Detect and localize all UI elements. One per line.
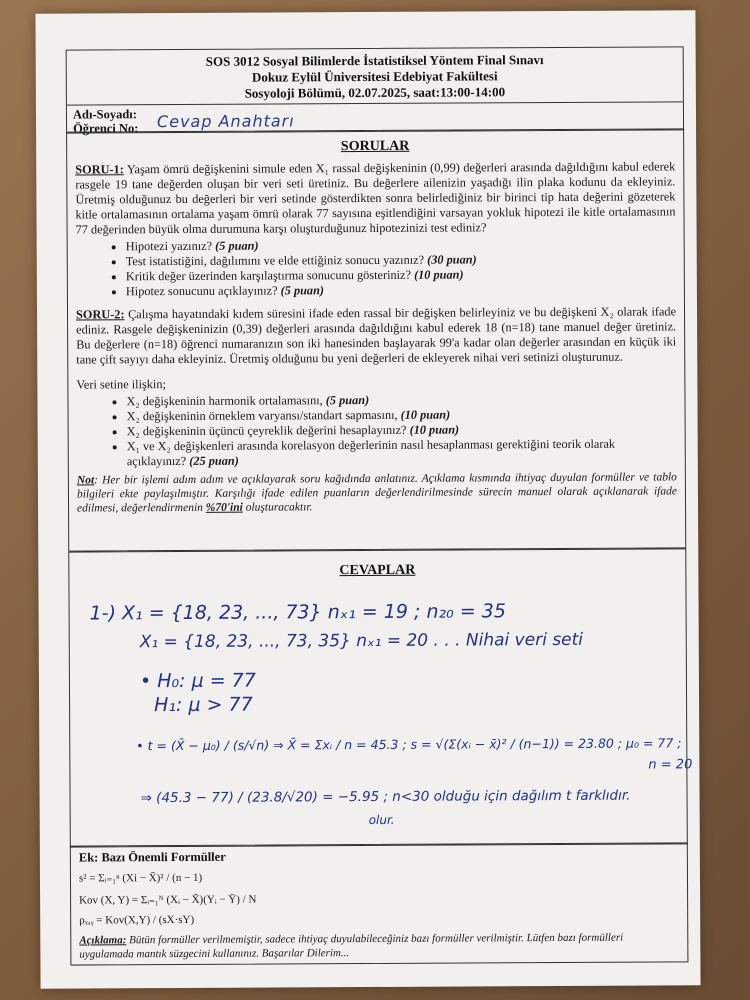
question-2-item: [127, 436, 677, 469]
exam-title-line3: Sosyoloji Bölümü, 02.07.2025, saat:13:00-14:00: [244, 84, 506, 101]
question-2-text: [76, 304, 676, 367]
formulas-note: [79, 930, 679, 961]
exam-header: [66, 46, 684, 136]
answer-line-result-end: olur.: [368, 812, 395, 828]
formula-covariance: Kov (X, Y) = Σᵢ₌₁ᴺ (Xᵢ − X̄)(Yᵢ − Ȳ) / N: [79, 893, 257, 907]
note-end: oluşturacaktır.: [242, 501, 313, 514]
question-2-items: [76, 391, 676, 469]
questions-title: SORULAR: [340, 138, 410, 155]
question-2-body: Çalışma hayatındaki kıdem süresini ifade eden rassal bir değişken belirleyiniz ve bu değişkeni X₂ olarak ifade ediniz. Rasgele değişkeninizin (0,39) değerleri arasında dağıldığını kabul ederek 18 (n=18) tane manuel değer üretiniz. Bu değerlere (n=18) öğrenci numaranızın son iki hanesinden başlayarak 99'a kadar olan değerler arasından en küçük iki tane çift sayıyı daha ekleyiniz. Üretmiş olduğunu bu yeni değerleri de ekleyerek nihai veri setinizi oluşturunuz.: [76, 304, 677, 367]
question-1-item-text: Hipotezi yazınız?: [125, 238, 213, 254]
question-2-item-points: (10 puan): [409, 422, 460, 437]
exam-title-line1: SOS 3012 Sosyal Bilimlerde İstatistiksel Yöntem Final Sınavı: [205, 52, 544, 69]
answer-line-test-statistic: • t = (X̄ − μ₀) / (s/√n) ⇒ X̄ = Σxᵢ / n = 45.3 ; s = √(Σ(xᵢ − x̄)² / (n−1)) = 23.80 ; μ₀ = 77 ;: [136, 735, 682, 754]
answer-line-final-dataset: X₁ = {18, 23, ..., 73, 35} nₓ₁ = 20 . . . Nihai veri seti: [139, 629, 584, 653]
answer-line-alt-hypothesis: H₁: μ > 77: [154, 693, 253, 717]
question-1-item-points: (30 puan): [427, 252, 477, 267]
answers-title: CEVAPLAR: [339, 562, 416, 579]
note-percent: %70'ini: [205, 501, 243, 514]
question-2-item-points: (10 puan): [400, 407, 451, 422]
question-1-item-text: Kritik değer üzerinden karşılaştırma sonucunu gösteriniz?: [125, 267, 412, 284]
formula-correlation: ρₓ,ᵧ = Kov(X,Y) / (sX·sY): [79, 913, 195, 927]
question-2-item-text: X₂ değişkeninin harmonik ortalamasını,: [126, 393, 323, 409]
question-1-item-points: (10 puan): [414, 267, 464, 282]
question-2-label: SORU-2:: [75, 307, 125, 322]
question-1-text: [75, 159, 675, 237]
instruction-note: [77, 470, 677, 515]
formulas-note-label: Açıklama:: [79, 934, 127, 947]
exam-title-line2: Dokuz Eylül Üniversitesi Edebiyat Fakültesi: [251, 68, 498, 85]
handwritten-name: Cevap Anahtarı: [156, 111, 295, 132]
note-label: Not: [76, 474, 95, 487]
answer-line-result: ⇒ (45.3 − 77) / (23.8/√20) = −5.95 ; n<30 olduğu için dağılım t farklıdır.: [140, 787, 631, 807]
answers-section: [68, 548, 693, 847]
formulas-note-text: Bütün formüller verilmemiştir, sadece ihtiyaç duyulabileceğiniz bazı formüller verilmiştir. Lütfen bazı formülleri uygulamada mantık süzgecini kullanınız. Başarılar Dilerim...: [79, 931, 624, 961]
name-label: Adı-Soyadı:: [72, 107, 137, 122]
question-2-item-points: (5 puan): [325, 392, 370, 408]
question-1-item-points: (5 puan): [215, 238, 259, 253]
question-1-item-text: Test istatistiğini, dağılımını ve elde ettiğiniz sonucu yazınız?: [125, 252, 425, 269]
formulas-section: [70, 842, 689, 965]
formula-variance: s² = Σᵢ₌₁ⁿ (Xi − X̄)² / (n − 1): [78, 871, 203, 885]
answer-line-sample-size: n = 20: [648, 757, 693, 773]
question-2-item-text: X₂ değişkeninin örneklem varyansı/standart sapmasını,: [126, 407, 398, 424]
question-1-items: [76, 236, 676, 299]
question-1-body: Yaşam ömrü değişkenini simule eden X₁ rassal değişkeninin (0,99) değerleri arasında dağıldığını kabul ederek rasgele 19 tane değerden oluşan bir veri seti üretiniz. Bu değerlere ailenizin yaşadığı ilin plaka kodunu da ekleyiniz. Üretmiş olduğunuz bu değerleri bir veri setinde gösterdikten sonra belirlediğiniz bir birinci tip hata değerini gözeterek kitle ortalamasının ortalama yaşam ömrü olarak 77 sayısına eşitlendiğini varsayan yokluk hipotezi ile kitle ortalamasının 77 değerinden büyük olma durumuna karşı oluşturduğunuz hipotezinizi test ediniz?: [75, 159, 676, 237]
note-text: : Her bir işlemi adım adım ve açıklayarak soru kağıdında anlatınız. Açıklama kısmında ihtiyaç duyulan formüller ve tablo bilgileri ekte paylaşılmıştır. Karşılığı ifade edilen puanların değerlendirilmesinde sürecin manuel olarak açıklanarak ifade edilmesi, değerlendirmenin: [76, 471, 677, 515]
question-1-item-points: (5 puan): [280, 283, 325, 298]
answer-line-dataset: 1-) X₁ = {18, 23, ..., 73} nₓ₁ = 19 ; n₂₀ = 35: [89, 600, 506, 625]
question-2-item-text: X₂ değişkeninin üçüncü çeyreklik değerini hesaplayınız?: [126, 422, 407, 439]
question-2-intro: Veri setine ilişkin;: [76, 377, 166, 392]
student-no-label: Öğrenci No:: [73, 121, 139, 136]
answer-line-null-hypothesis: • H₀: μ = 77: [139, 669, 256, 693]
question-2-item-text: X₁ ve X₂ değişkenleri arasında korelasyon değerlerinin nasıl hesaplanması gerektiğini teorik olarak açıklayınız?: [126, 436, 616, 469]
question-1-item-text: Hipotez sonucunu açıklayınız?: [125, 283, 278, 299]
questions-section: [66, 128, 686, 551]
question-1-label: SORU-1:: [75, 162, 124, 177]
question-2-item-points: (25 puan): [189, 453, 239, 468]
question-1-item: [126, 281, 676, 299]
formulas-title: Ek: Bazı Önemli Formüller: [78, 849, 226, 865]
exam-paper: [35, 10, 700, 988]
